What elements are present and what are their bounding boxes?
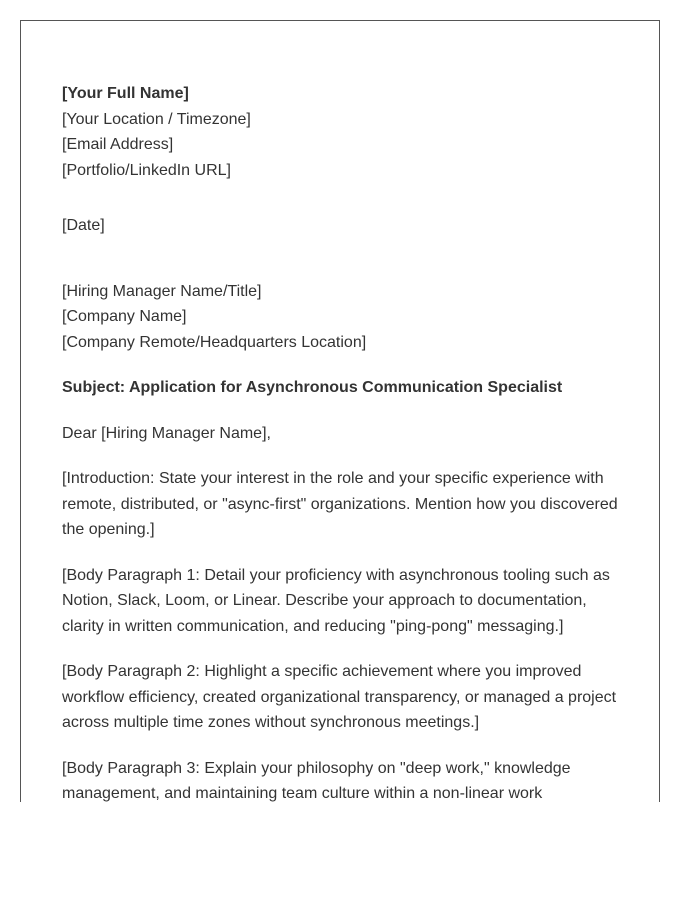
paragraph-line: [Body Paragraph 1: Detail your proficiency with asynchronous tooling such as [62,566,610,584]
paragraph-line: across multiple time zones without synchronous meetings.] [62,714,480,731]
body-paragraph-1 [62,563,627,640]
subject-block [62,375,627,401]
sender-name: [Your Full Name] [62,85,189,102]
letter-page [20,20,660,802]
paragraph-line: clarity in written communication, and reducing "ping-pong" messaging.] [62,617,564,635]
body-paragraph-2 [62,659,627,736]
greeting-line: Dear [Hiring Manager Name], [62,424,271,442]
paragraph-line: remote, distributed, or "async-first" organizations. Mention how you discovered [62,495,618,513]
sender-url: [Portfolio/LinkedIn URL] [62,161,231,179]
paragraph-line: Notion, Slack, Loom, or Linear. Describe your approach to documentation, [62,592,587,609]
recipient-block [62,279,627,356]
letter-content [62,81,627,802]
date-block [62,213,627,239]
paragraph-line: [Introduction: State your interest in the role and your specific experience with [62,470,604,487]
sender-email: [Email Address] [62,136,174,153]
paragraph-line: the opening.] [62,521,155,538]
subject-line: Subject: Application for Asynchronous Communication Specialist [62,379,563,396]
intro-paragraph [62,466,627,543]
recipient-company: [Company Name] [62,308,187,325]
recipient-location: [Company Remote/Headquarters Location] [62,333,367,351]
greeting-block [62,421,627,447]
paragraph-line: workflow efficiency, created organizational transparency, or managed a project [62,688,617,706]
body-paragraph-3 [62,756,627,803]
letter-date: [Date] [62,217,105,234]
sender-block [62,81,627,183]
paragraph-line: management, and maintaining team culture within a non-linear work [62,785,543,802]
sender-location: [Your Location / Timezone] [62,110,251,128]
recipient-manager: [Hiring Manager Name/Title] [62,282,262,300]
paragraph-line: [Body Paragraph 2: Highlight a specific achievement where you improved [62,663,582,680]
paragraph-line: [Body Paragraph 3: Explain your philosophy on "deep work," knowledge [62,759,571,777]
